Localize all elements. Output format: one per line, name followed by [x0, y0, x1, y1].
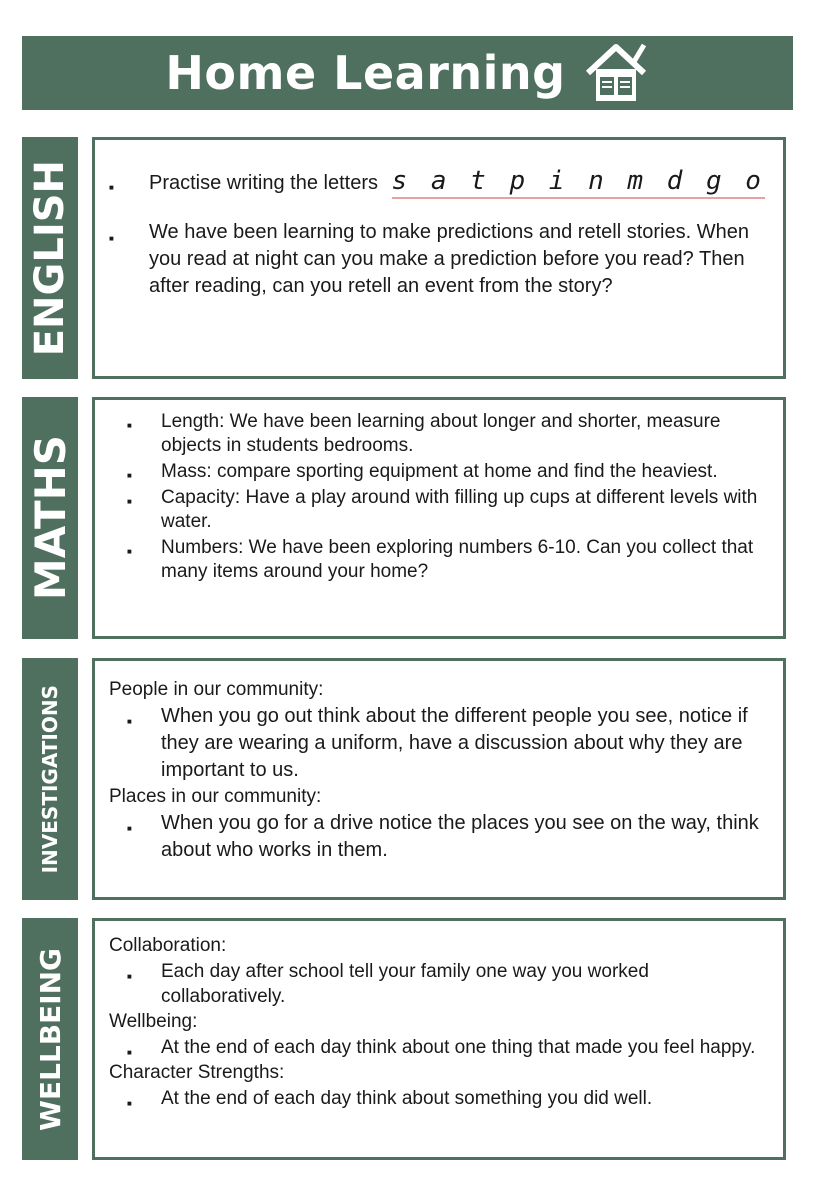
- investigations-section: [92, 658, 786, 900]
- wellbeing-section: [92, 918, 786, 1160]
- list-item: [109, 168, 769, 197]
- tab-english-label: ENGLISH: [27, 159, 73, 357]
- list-item: ■ Capacity: Have a play around with filling up cups at different levels with water.: [109, 486, 769, 534]
- item-text: We have been learning to make predictions and retell stories. When you read at night can you make a prediction before you read? Then after reading, can you retell an event from the story?: [149, 221, 749, 297]
- page-title: Home Learning: [165, 46, 566, 100]
- group-heading: Collaboration:: [109, 935, 227, 956]
- group-heading: Character Strengths:: [109, 1062, 285, 1083]
- header-banner: [22, 36, 793, 110]
- maths-section: [92, 397, 786, 639]
- list-item: ■ When you go for a drive notice the places you see on the way, think about who works in them.: [109, 810, 769, 864]
- tab-investigations: [22, 658, 78, 900]
- group-heading: People in our community:: [109, 679, 324, 700]
- group-heading: Wellbeing:: [109, 1011, 198, 1032]
- tab-wellbeing: [22, 918, 78, 1160]
- practice-letters: s a t p i n m d g o: [392, 166, 765, 199]
- list-item: [109, 219, 769, 300]
- list-item: ■ Mass: compare sporting equipment at home and find the heaviest.: [109, 460, 769, 484]
- tab-english: [22, 137, 78, 379]
- tab-maths-label: MATHS: [25, 435, 75, 601]
- list-item: ■ When you go out think about the different people you see, notice if they are wearing a uniform, have a discussion about why they are important to us.: [109, 703, 769, 784]
- group-heading: Places in our community:: [109, 786, 322, 807]
- tab-investigations-label: INVESTIGATIONS: [38, 684, 62, 874]
- house-book-icon: [582, 39, 650, 107]
- list-item: ■ At the end of each day think about one thing that made you feel happy.: [109, 1035, 769, 1060]
- list-item: ■ Length: We have been learning about longer and shorter, measure objects in students bedrooms.: [109, 410, 769, 458]
- list-item: ■ Each day after school tell your family one way you worked collaboratively.: [109, 959, 769, 1009]
- tab-maths: [22, 397, 78, 639]
- list-item: ■ Numbers: We have been exploring numbers 6-10. Can you collect that many items around your home?: [109, 536, 769, 584]
- english-section: [92, 137, 786, 379]
- tab-wellbeing-label: WELLBEING: [33, 947, 67, 1131]
- item-text: Practise writing the letters: [149, 172, 378, 194]
- list-item: ■ At the end of each day think about something you did well.: [109, 1086, 769, 1111]
